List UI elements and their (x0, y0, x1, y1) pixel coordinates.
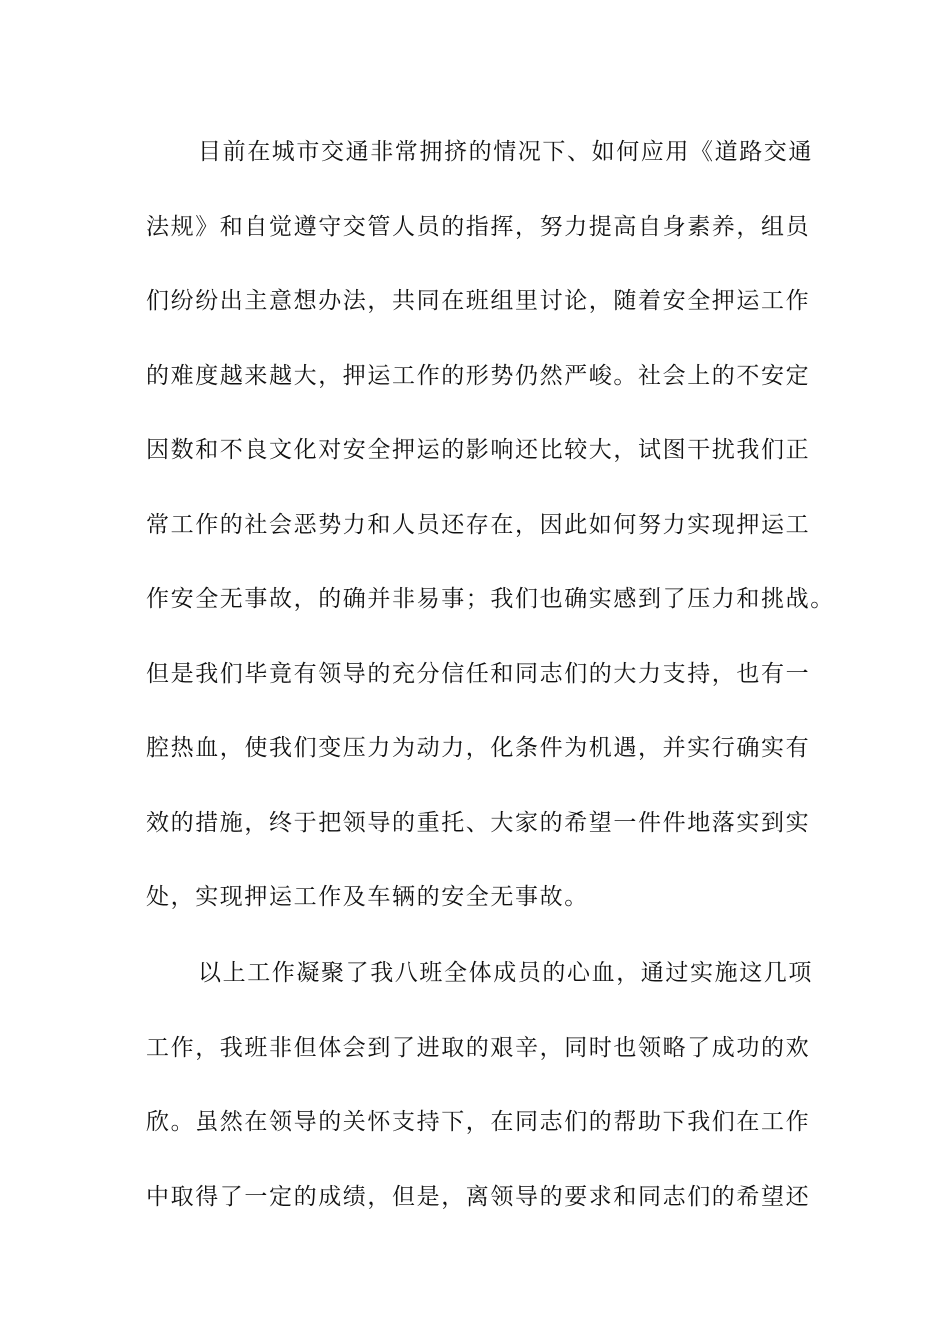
paragraph-line: 的难度越来越大，押运工作的形势仍然严峻。社会上的不安定 (146, 362, 811, 389)
paragraph-line: 腔热血，使我们变压力为动力，化条件为机遇，并实行确实有 (146, 735, 811, 761)
paragraph-line: 作安全无事故，的确并非易事；我们也确实感到了压力和挑战。 (146, 586, 835, 612)
paragraph (146, 936, 826, 1234)
paragraph-line: 因数和不良文化对安全押运的影响还比较大，试图干扰我们正 (146, 437, 811, 463)
paragraph-line: 法规》和自觉遵守交管人员的指挥，努力提高自身素养，组员 (146, 213, 811, 240)
paragraph-line: 效的措施，终于把领导的重托、大家的希望一件件地落实到实 (146, 809, 811, 836)
paragraph-line: 工作，我班非但体会到了进取的艰辛，同时也领略了成功的欢 (146, 1034, 811, 1061)
paragraph-line: 常工作的社会恶势力和人员还存在，因此如何努力实现押运工 (146, 511, 811, 538)
paragraph-line: 处，实现押运工作及车辆的安全无事故。 (146, 884, 589, 910)
paragraph-line: 但是我们毕竟有领导的充分信任和同志们的大力支持，也有一 (146, 660, 811, 687)
paragraph (146, 115, 835, 935)
paragraph-line: 中取得了一定的成绩，但是，离领导的要求和同志们的希望还 (146, 1183, 811, 1210)
paragraph-line: 目前在城市交通非常拥挤的情况下、如何应用《道路交通 (198, 139, 813, 165)
paragraph-line: 欣。虽然在领导的关怀支持下，在同志们的帮助下我们在工作 (146, 1109, 811, 1135)
paragraph-line: 以上工作凝聚了我八班全体成员的心血，通过实施这几项 (198, 960, 813, 986)
paragraph-line: 们纷纷出主意想办法，共同在班组里讨论，随着安全押运工作 (146, 288, 811, 314)
